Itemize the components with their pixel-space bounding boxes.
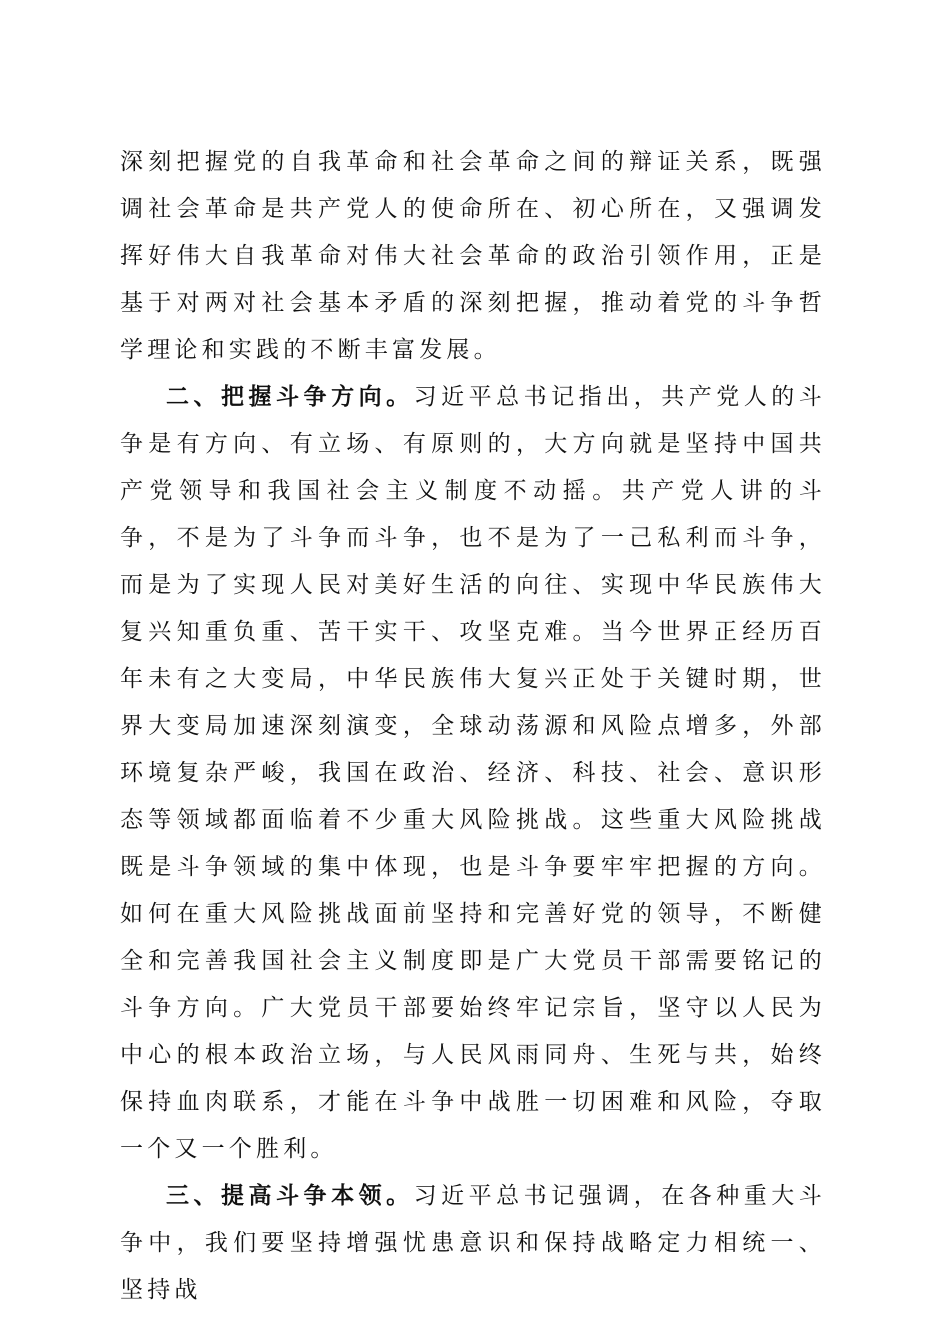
section-heading: 三、提高斗争本领。 xyxy=(166,1183,414,1209)
paragraph-text: 习近平总书记指出，共产党人的斗争是有方向、有立场、有原则的，大方向就是坚持中国共产党领导和我国社会主义制度不动摇。共产党人讲的斗争，不是为了斗争而斗争，也不是为了一己私利而斗争，而是为了实现人民对美好生活的向往、实现中华民族伟大复兴知重负重、苦干实干、攻坚克难。当今世界正经历百年未有之大变局，中华民族伟大复兴正处于关键时期，世界大变局加速深刻演变，全球动荡源和风险点增多，外部环境复杂严峻，我国在政治、经济、科技、社会、意识形态等领域都面临着不少重大风险挑战。这些重大风险挑战既是斗争领域的集中体现，也是斗争要牢牢把握的方向。如何在重大风险挑战面前坚持和完善好党的领导，不断健全和完善我国社会主义制度即是广大党员干部需要铭记的斗争方向。广大党员干部要始终牢记宗旨，坚守以人民为中心的根本政治立场，与人民风雨同舟、生死与共，始终保持血肉联系，才能在斗争中战胜一切困难和风险，夺取一个又一个胜利。 xyxy=(120,384,826,1162)
paragraph-text: 深刻把握党的自我革命和社会革命之间的辩证关系，既强调社会革命是共产党人的使命所在、初心所在，又强调发挥好伟大自我革命对伟大社会革命的政治引领作用，正是基于对两对社会基本矛盾的深刻把握，推动着党的斗争哲学理论和实践的不断丰富发展。 xyxy=(120,149,826,363)
paragraph-section-3 xyxy=(120,1173,826,1314)
document-body xyxy=(120,139,826,1314)
paragraph-section-2 xyxy=(120,374,826,1173)
section-heading: 二、把握斗争方向。 xyxy=(166,384,414,410)
paragraph-continuation xyxy=(120,139,826,374)
paragraph-text: 习近平总书记强调，在各种重大斗争中，我们要坚持增强忧患意识和保持战略定力相统一、坚持战 xyxy=(120,1183,826,1303)
